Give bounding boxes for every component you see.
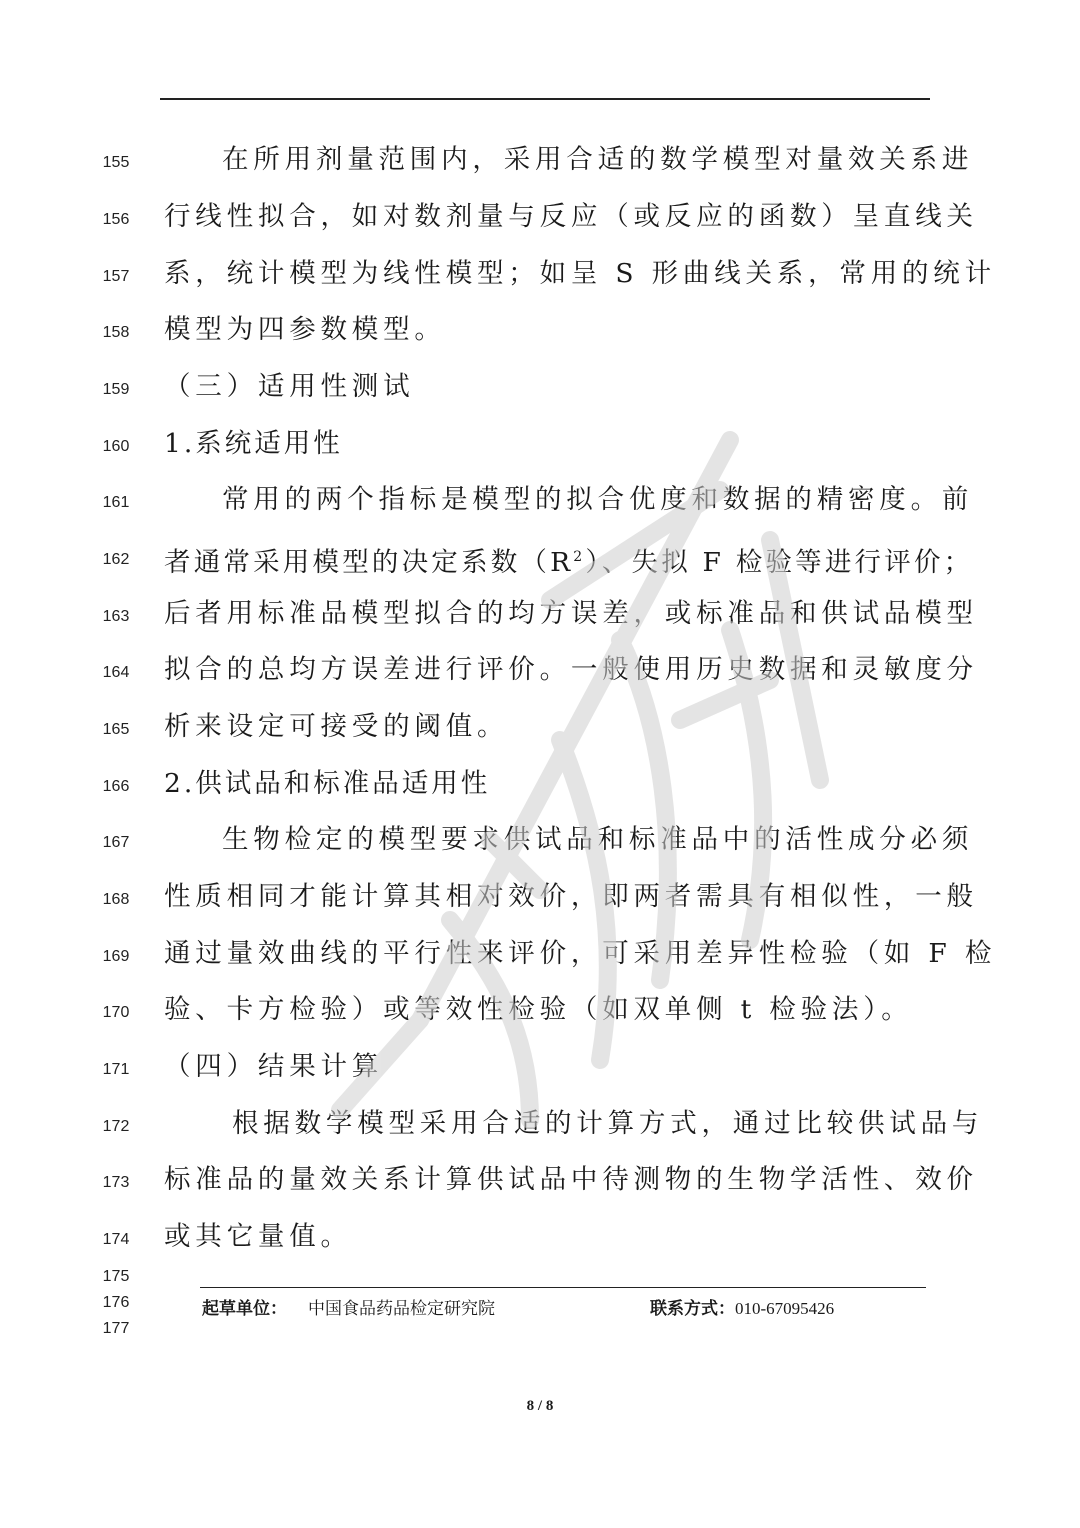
line-number: 164 — [102, 664, 130, 681]
line-number: 161 — [102, 494, 130, 511]
line-number: 177 — [102, 1320, 130, 1337]
text-line — [0, 711, 1080, 768]
text-line — [0, 428, 1080, 485]
line-number: 163 — [102, 608, 130, 625]
text-line — [0, 144, 1080, 201]
text-line — [0, 654, 1080, 711]
line-number: 156 — [102, 211, 130, 228]
line-number: 157 — [102, 268, 130, 285]
line-text: 模型为四参数模型。 — [164, 314, 446, 345]
text-line — [0, 938, 1080, 995]
superscript: 2 — [573, 549, 586, 565]
text-line — [0, 1164, 1080, 1221]
text-line — [0, 768, 1080, 825]
line-text: 通过量效曲线的平行性来评价，可采用差异性检验（如 F 检 — [164, 938, 997, 969]
contact-value: 010-67095426 — [735, 1299, 835, 1318]
text-line — [0, 258, 1080, 315]
line-text: 拟合的总均方误差进行评价。一般使用历史数据和灵敏度分 — [164, 654, 978, 685]
text-line — [0, 881, 1080, 938]
text-line — [0, 314, 1080, 371]
section-heading: （四）结果计算 — [164, 1051, 384, 1082]
header-rule — [160, 98, 930, 100]
line-number: 158 — [102, 324, 130, 341]
text-line — [0, 1051, 1080, 1108]
footer-rule — [200, 1287, 926, 1288]
line-number: 155 — [102, 154, 130, 171]
page-number: 8 / 8 — [526, 1398, 554, 1414]
line-text: 析来设定可接受的阈值。 — [164, 711, 509, 742]
blank-line — [0, 1292, 1080, 1318]
line-text: 标准品的量效关系计算供试品中待测物的生物学活性、效价 — [164, 1164, 978, 1195]
line-number: 162 — [102, 551, 130, 568]
line-text: 验、卡方检验）或等效性检验（如双单侧 t 检验法）。 — [164, 994, 913, 1025]
line-number: 174 — [102, 1231, 130, 1248]
line-text: 性质相同才能计算其相对效价，即两者需具有相似性，一般 — [164, 881, 978, 912]
line-number: 159 — [102, 381, 130, 398]
subsection-heading: 2.供试品和标准品适用性 — [164, 768, 491, 799]
line-number: 172 — [102, 1118, 130, 1135]
text-line — [0, 484, 1080, 541]
line-number: 167 — [102, 834, 130, 851]
line-text: 常用的两个指标是模型的拟合优度和数据的精密度。前 — [222, 484, 974, 515]
line-number: 170 — [102, 1004, 130, 1021]
text-line — [0, 598, 1080, 655]
line-text: 系，统计模型为线性模型；如呈 S 形曲线关系，常用的统计 — [164, 258, 996, 289]
text-part: 者通常采用模型的决定系数（R — [164, 546, 574, 578]
line-number: 169 — [102, 948, 130, 965]
contact-label: 联系方式： — [650, 1299, 735, 1318]
line-text: 在所用剂量范围内，采用合适的数学模型对量效关系进 — [222, 144, 974, 175]
contact-info — [650, 1294, 834, 1319]
line-text — [164, 540, 974, 580]
line-text: 行线性拟合，如对数剂量与反应（或反应的函数）呈直线关 — [164, 201, 978, 232]
section-heading: （三）适用性测试 — [164, 371, 415, 402]
subsection-heading: 1.系统适用性 — [164, 428, 343, 459]
line-number: 166 — [102, 778, 130, 795]
text-line — [0, 371, 1080, 428]
text-line — [0, 994, 1080, 1051]
text-line — [0, 201, 1080, 258]
line-text: 后者用标准品模型拟合的均方误差，或标准品和供试品模型 — [164, 598, 978, 629]
line-number: 168 — [102, 891, 130, 908]
line-number: 171 — [102, 1061, 130, 1078]
drafter-value: 中国食品药品检定研究院 — [308, 1299, 495, 1318]
line-text: 根据数学模型采用合适的计算方式，通过比较供试品与 — [232, 1108, 984, 1139]
line-number: 165 — [102, 721, 130, 738]
line-number: 160 — [102, 438, 130, 455]
drafter-label: 起草单位： — [202, 1299, 287, 1318]
text-line — [0, 1108, 1080, 1165]
text-line — [0, 824, 1080, 881]
blank-line — [0, 1266, 1080, 1292]
text-line — [0, 541, 1080, 598]
line-text: 生物检定的模型要求供试品和标准品中的活性成分必须 — [222, 824, 974, 855]
line-number: 175 — [102, 1268, 130, 1285]
blank-line — [0, 1318, 1080, 1344]
line-number: 173 — [102, 1174, 130, 1191]
text-part: ）、失拟 F 检验等进行评价； — [585, 546, 974, 578]
line-number: 176 — [102, 1294, 130, 1311]
line-text: 或其它量值。 — [164, 1221, 352, 1252]
